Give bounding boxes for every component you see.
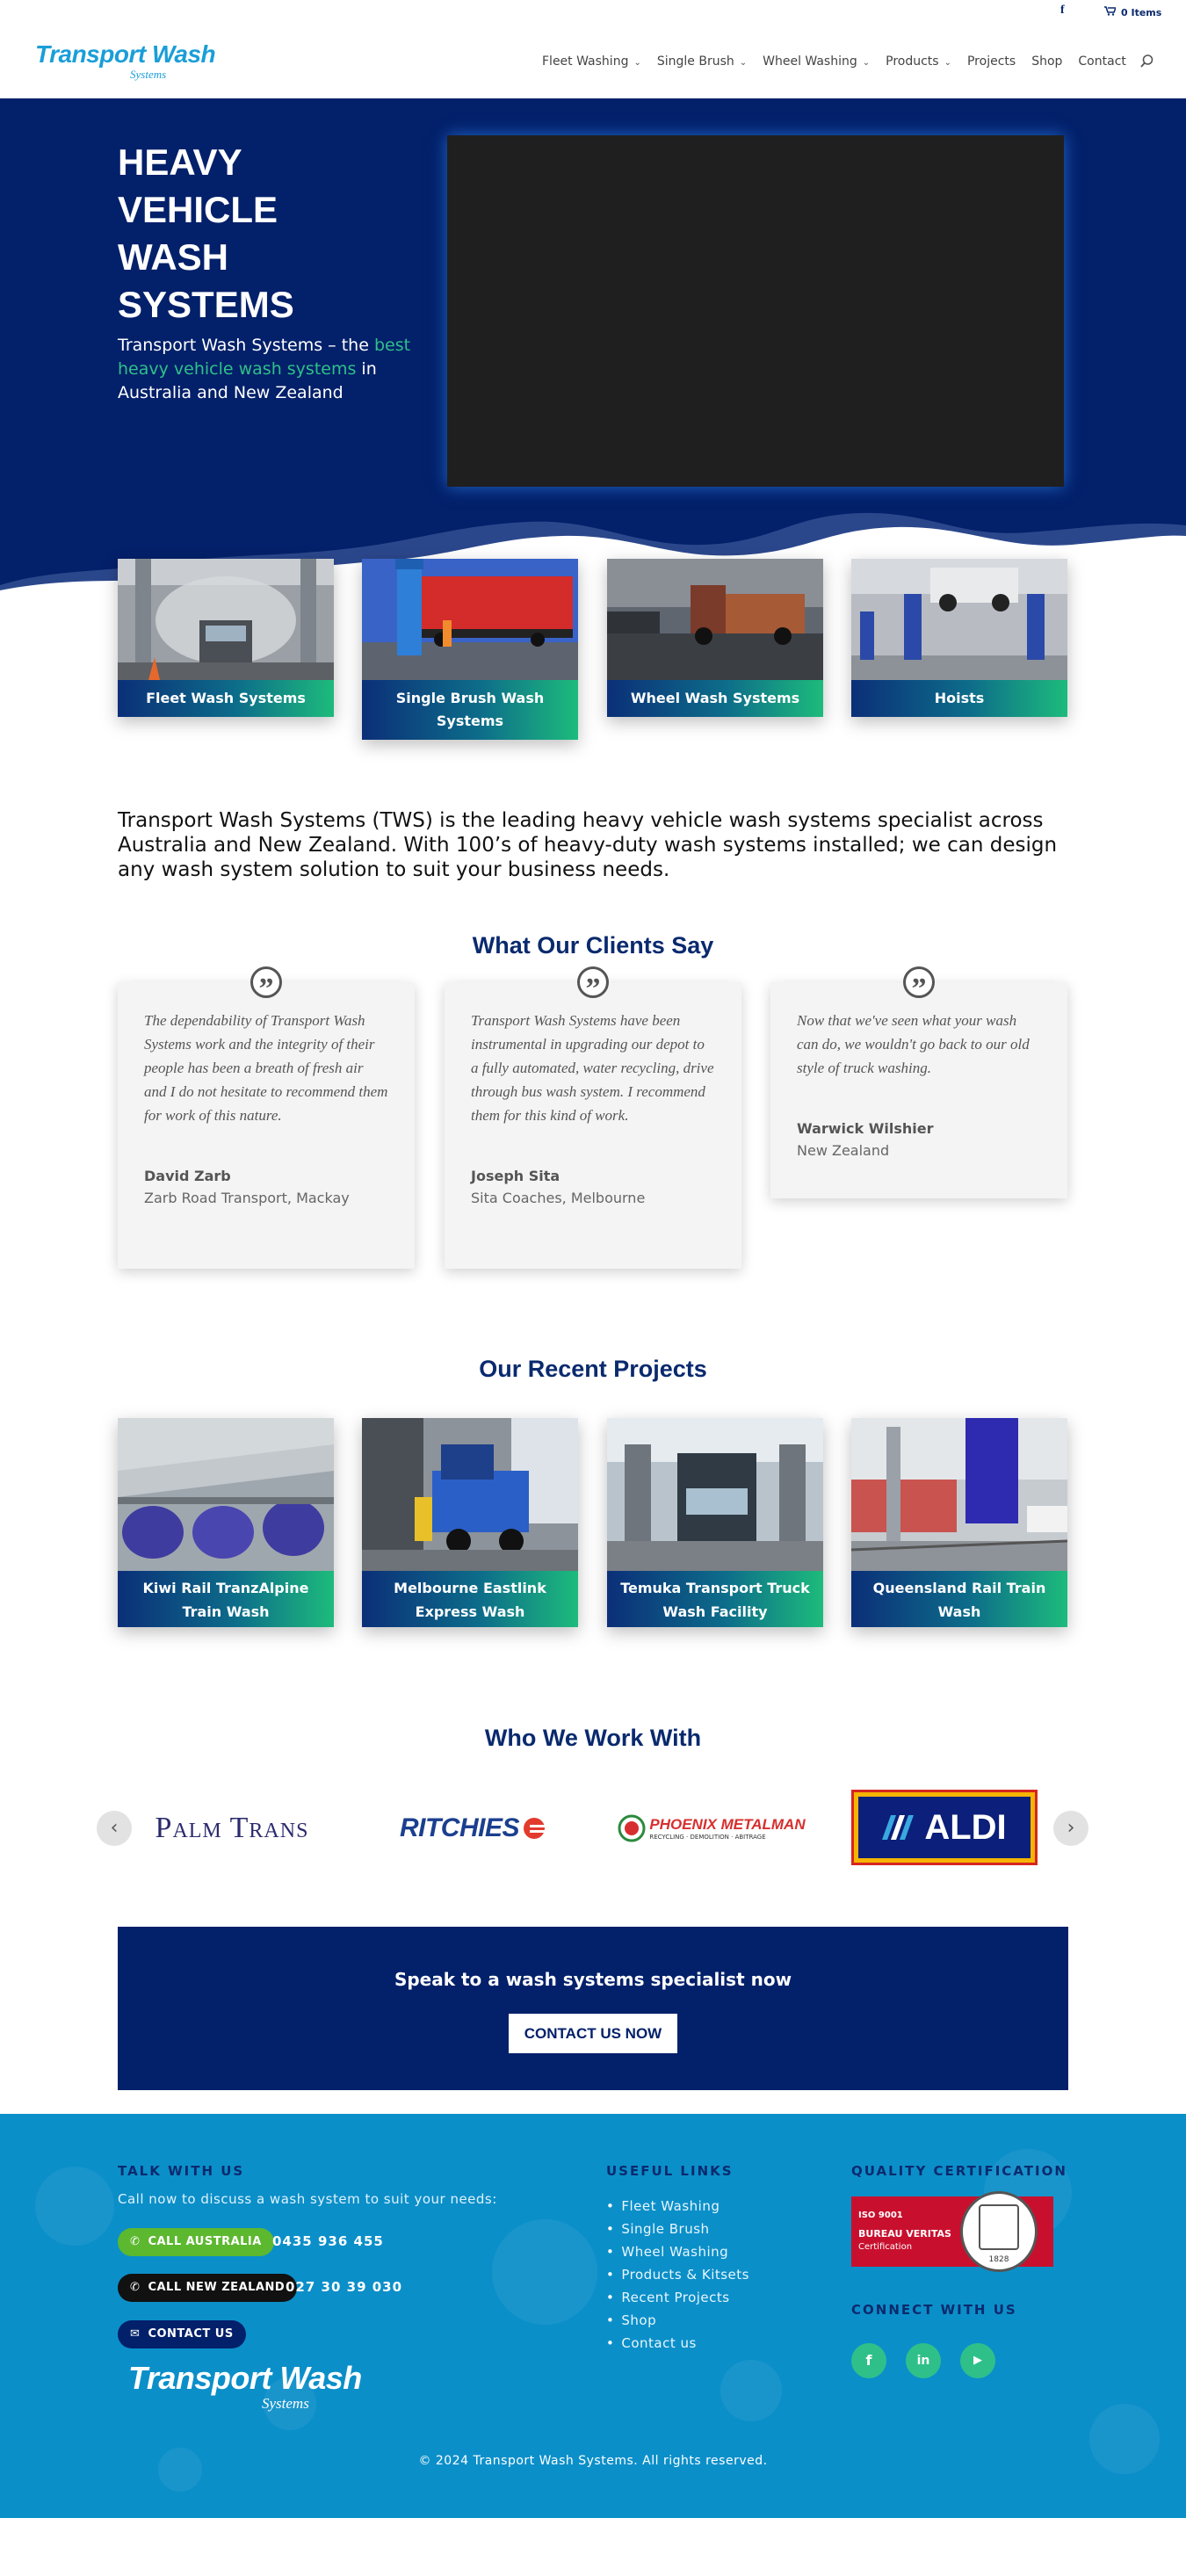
projects-title: Our Recent Projects	[479, 1356, 707, 1382]
top-bar	[0, 0, 1186, 26]
service-image-hoists	[851, 559, 1067, 680]
testimonial-name: Joseph Sita	[471, 1168, 560, 1184]
cert-bv-text: BUREAU VERITAS	[858, 2228, 951, 2240]
partner-logo-palm-trans	[135, 1792, 329, 1864]
footer-link-products-kitsets[interactable]: • Products & Kitsets	[606, 2263, 749, 2286]
cart-label: 0 Items	[1121, 7, 1162, 18]
linkedin-icon[interactable]: in	[906, 2343, 941, 2378]
cart-link[interactable]	[1104, 6, 1161, 18]
mail-icon: ✉	[130, 2327, 141, 2341]
project-label-queensland-rail: Queensland Rail Train Wash	[851, 1571, 1067, 1627]
service-image-single-brush	[362, 559, 578, 680]
project-card-temuka-transport[interactable]	[607, 1418, 823, 1627]
site-header	[0, 26, 1186, 98]
partners-title: Who We Work With	[484, 1725, 702, 1751]
service-card-hoists[interactable]	[851, 559, 1067, 717]
call-australia-button[interactable]	[118, 2228, 274, 2256]
hero-highlight-link[interactable]: best heavy vehicle wash systems	[118, 336, 411, 379]
quote-icon: ”	[903, 966, 935, 998]
nav-item-fleet-washing[interactable]: Fleet Washing ⌄	[542, 54, 641, 69]
facebook-icon[interactable]: f	[851, 2343, 886, 2378]
cart-icon	[1104, 6, 1116, 18]
aldi-stripes-icon	[882, 1815, 917, 1840]
partner-phoenix-text: PHOENIX METALMAN	[649, 1816, 806, 1833]
nav-item-shop[interactable]: Shop	[1031, 54, 1063, 69]
cert-seal-icon	[960, 2191, 1038, 2272]
project-image-temuka-transport	[607, 1418, 823, 1571]
project-image-kiwi-rail	[118, 1418, 334, 1571]
partner-phoenix-sub: RECYCLING · DEMOLITION · ABITRAGE	[649, 1834, 766, 1841]
carousel-prev-arrow[interactable]: ‹	[97, 1811, 132, 1846]
footer-link-recent-projects[interactable]: • Recent Projects	[606, 2286, 749, 2309]
project-label-melbourne-eastlink: Melbourne Eastlink Express Wash	[362, 1571, 578, 1627]
footer-contact-us-button[interactable]	[118, 2320, 246, 2348]
testimonial-text: The dependability of Transport Wash Systems work and the integrity of their people has been a breath of fresh air and I do not hesitate to recommend them for work of this nature.	[144, 1012, 388, 1124]
carousel-next-arrow[interactable]: ›	[1053, 1811, 1088, 1846]
testimonial-name: David Zarb	[144, 1168, 231, 1184]
footer-talk-text: Call now to discuss a wash system to suit your needs:	[118, 2191, 497, 2207]
ritchies-mark-icon	[523, 1817, 546, 1840]
nav-item-products[interactable]: Products ⌄	[886, 54, 951, 69]
hero-title: HEAVY VEHICLE WASH SYSTEMS	[118, 141, 294, 325]
service-card-single-brush[interactable]	[362, 559, 578, 740]
youtube-icon[interactable]: ▶	[960, 2343, 995, 2378]
testimonial-card	[118, 973, 415, 1269]
partner-logo-aldi	[854, 1792, 1035, 1863]
nav-item-projects[interactable]: Projects	[966, 54, 1016, 69]
footer-talk-title: TALK WITH US	[118, 2163, 245, 2179]
partner-logo-ritchies	[376, 1792, 569, 1864]
footer-link-shop[interactable]: • Shop	[606, 2309, 749, 2332]
project-card-melbourne-eastlink[interactable]	[362, 1418, 578, 1627]
project-image-melbourne-eastlink	[362, 1418, 578, 1571]
partner-ritchies-text: RITCHIES	[399, 1813, 519, 1842]
testimonial-org: Sita Coaches, Melbourne	[471, 1190, 646, 1206]
testimonial-card	[445, 973, 741, 1269]
hero-section	[0, 98, 1186, 599]
phone-icon: ✆	[130, 2235, 141, 2248]
main-nav	[542, 54, 1142, 69]
footer-quality-title: QUALITY CERTIFICATION	[851, 2163, 1067, 2179]
service-label-fleet-wash: Fleet Wash Systems	[118, 680, 334, 717]
cta-title: Speak to a wash systems specialist now	[394, 1969, 792, 1990]
project-label-temuka-transport: Temuka Transport Truck Wash Facility	[607, 1571, 823, 1627]
testimonial-org: New Zealand	[797, 1142, 890, 1159]
footer-connect-title: CONNECT WITH US	[851, 2302, 1017, 2318]
testimonial-text: Transport Wash Systems have been instrumental in upgrading our depot to a fully automated, water recycling, drive through bus wash system. I recommend them for this kind of work.	[471, 1012, 714, 1124]
quote-icon: ”	[577, 966, 609, 998]
testimonial-text: Now that we've seen what your wash can do, we wouldn't go back to our old style of truck washing.	[797, 1012, 1030, 1076]
search-icon[interactable]	[1139, 54, 1154, 72]
logo-sub-text: Systems	[130, 68, 167, 81]
bureau-veritas-certification-badge	[851, 2196, 1053, 2267]
hero-video-player[interactable]	[447, 135, 1064, 487]
footer-link-contact-us[interactable]: • Contact us	[606, 2332, 749, 2355]
service-label-wheel-wash: Wheel Wash Systems	[607, 680, 823, 717]
service-card-fleet-wash[interactable]	[118, 559, 334, 717]
nav-item-single-brush[interactable]: Single Brush ⌄	[656, 54, 748, 69]
testimonial-card	[770, 973, 1067, 1198]
testimonial-org: Zarb Road Transport, Mackay	[144, 1190, 350, 1206]
footer-links-list	[606, 2195, 749, 2355]
project-image-queensland-rail	[851, 1418, 1067, 1571]
partner-palm-text: Palm Trans	[155, 1812, 309, 1844]
nav-item-contact[interactable]: Contact	[1078, 54, 1126, 69]
footer-contact-us-label: CONTACT US	[148, 2327, 234, 2341]
project-label-kiwi-rail: Kiwi Rail TranzAlpine Train Wash	[118, 1571, 334, 1627]
call-australia-label: CALL AUSTRALIA	[148, 2235, 262, 2248]
footer-logo-sub: Systems	[262, 2395, 309, 2412]
quote-icon: ”	[250, 966, 282, 998]
footer-links-title: USEFUL LINKS	[606, 2163, 734, 2179]
partner-logo-phoenix-metalman	[615, 1792, 808, 1864]
intro-paragraph: Transport Wash Systems (TWS) is the leading heavy vehicle wash systems specialist across Australia and New Zealand. With 100’s of heavy-duty wash systems installed; we can design any wash system solution to suit your business needs.	[118, 809, 1058, 881]
chevron-down-icon: ⌄	[944, 58, 951, 68]
testimonials-title: What Our Clients Say	[472, 932, 714, 959]
footer-link-wheel-washing[interactable]: • Wheel Washing	[606, 2240, 749, 2263]
service-card-wheel-wash[interactable]	[607, 559, 823, 717]
cta-banner	[118, 1927, 1068, 2090]
footer-link-single-brush[interactable]: • Single Brush	[606, 2218, 749, 2240]
contact-us-now-button[interactable]: CONTACT US NOW	[509, 2014, 677, 2053]
cert-iso-text: ISO 9001	[858, 2211, 903, 2220]
call-new-zealand-number[interactable]: 027 30 39 030	[286, 2279, 403, 2295]
nav-item-wheel-washing[interactable]: Wheel Washing ⌄	[763, 54, 871, 69]
service-label-hoists: Hoists	[851, 680, 1067, 717]
project-card-queensland-rail[interactable]	[851, 1418, 1067, 1627]
testimonial-name: Warwick Wilshier	[797, 1120, 934, 1137]
phone-icon: ✆	[130, 2281, 141, 2294]
facebook-icon[interactable]: f	[1060, 4, 1065, 17]
chevron-down-icon: ⌄	[633, 58, 641, 68]
call-australia-number[interactable]: 0435 936 455	[272, 2233, 384, 2249]
cert-sub-text: Certification	[858, 2242, 913, 2252]
phoenix-mark-icon	[618, 1814, 646, 1842]
service-image-wheel-wash	[607, 559, 823, 680]
logo-main-text: Transport Wash	[35, 40, 216, 68]
call-new-zealand-button[interactable]	[118, 2274, 297, 2302]
call-new-zealand-label: CALL NEW ZEALAND	[148, 2281, 286, 2294]
chevron-down-icon: ⌄	[862, 58, 871, 68]
cert-year-text: 1828	[988, 2255, 1009, 2264]
footer-logo-main: Transport Wash	[128, 2360, 362, 2396]
footer-link-fleet-washing[interactable]: • Fleet Washing	[606, 2195, 749, 2218]
hero-subtitle: Transport Wash Systems – the best heavy vehicle wash systems in Australia and New Zealand	[118, 336, 411, 402]
partner-aldi-text: ALDI	[924, 1807, 1007, 1847]
project-card-kiwi-rail[interactable]	[118, 1418, 334, 1627]
copyright-text: © 2024 Transport Wash Systems. All rights reserved.	[418, 2454, 768, 2468]
service-label-single-brush: Single Brush Wash Systems	[362, 680, 578, 740]
service-image-fleet-wash	[118, 559, 334, 680]
site-logo[interactable]	[35, 40, 220, 83]
chevron-down-icon: ⌄	[739, 58, 748, 68]
